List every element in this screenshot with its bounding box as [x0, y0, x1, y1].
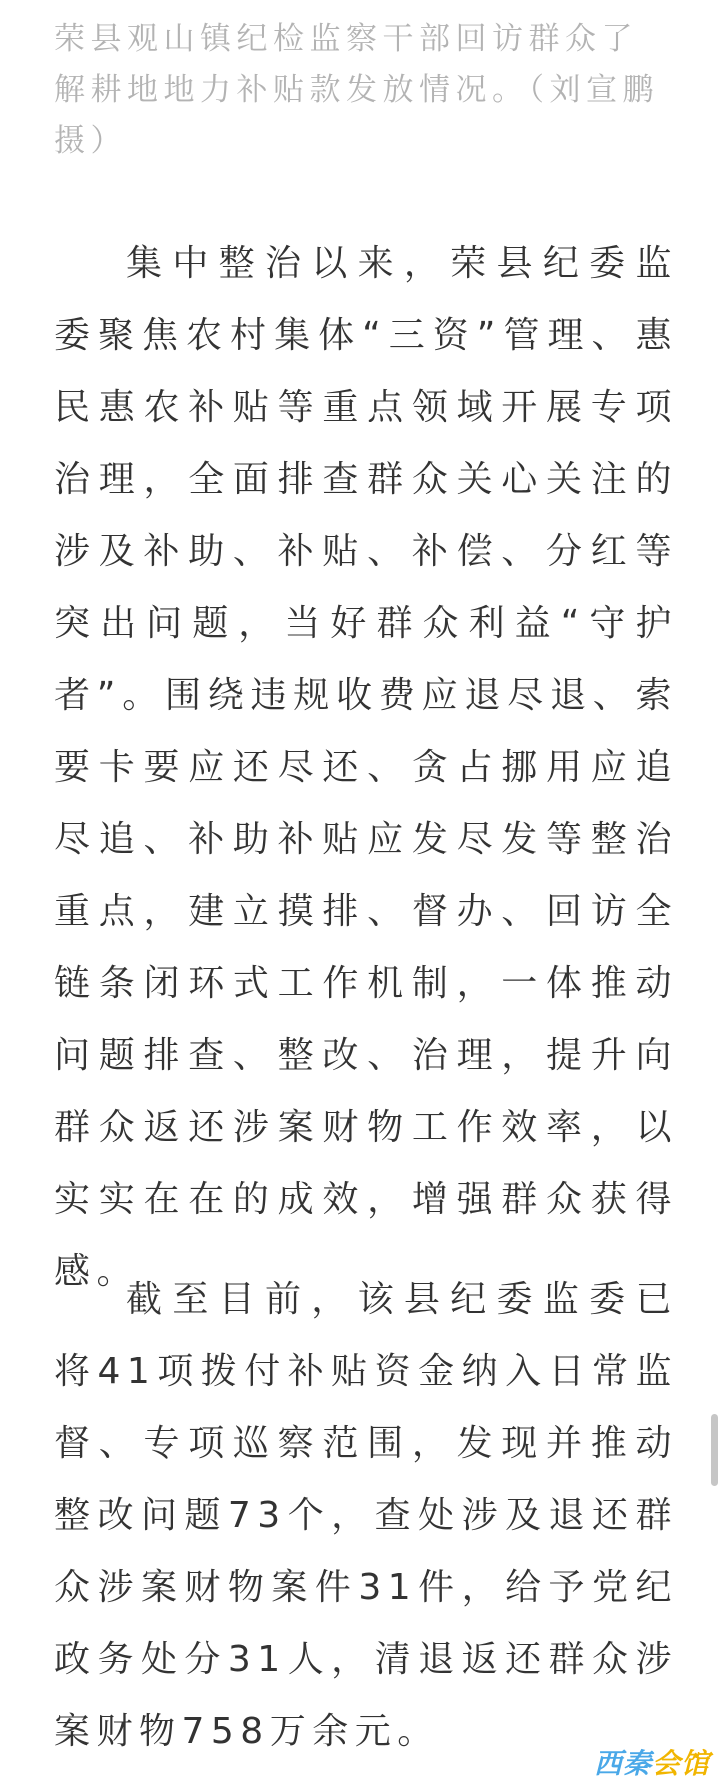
article-paragraph: 集中整治以来，荣县纪委监委聚焦农村集体“三资”管理、惠民惠农补贴等重点领域开展专项治理，全面排查群众关心关注的涉及补助、补贴、补偿、分红等突出问题，当好群众利益“守护者”。围绕违规收费应退尽退、索要卡要应还尽还、贪占挪用应追尽追、补助补贴应发尽发等整治重点，建立摸排、督办、回访全链条闭环式工作机制，一体推动问题排查、整改、治理，提升向群众返还涉案财物工作效率，以实实在在的成效，增强群众获得感。 [54, 243, 678, 1292]
image-caption: 荣县观山镇纪检监察干部回访群众了解耕地地力补贴款发放情况。（刘宣鹏摄） [54, 21, 659, 159]
article-paragraph: 截至目前，该县纪委监委已将41项拨付补贴资金纳入日常监督、专项巡察范围，发现并推动整改问题73个，查处涉及退还群众涉案财物案件31件，给予党纪政务处分31人，清退返还群众涉案财物758万余元。 [54, 1279, 678, 1752]
scrollbar-thumb[interactable] [711, 1414, 718, 1486]
watermark-logo [594, 1742, 710, 1782]
watermark-text-part1: 西秦 [593, 1747, 652, 1780]
watermark-text-part2: 会馆 [651, 1747, 710, 1780]
